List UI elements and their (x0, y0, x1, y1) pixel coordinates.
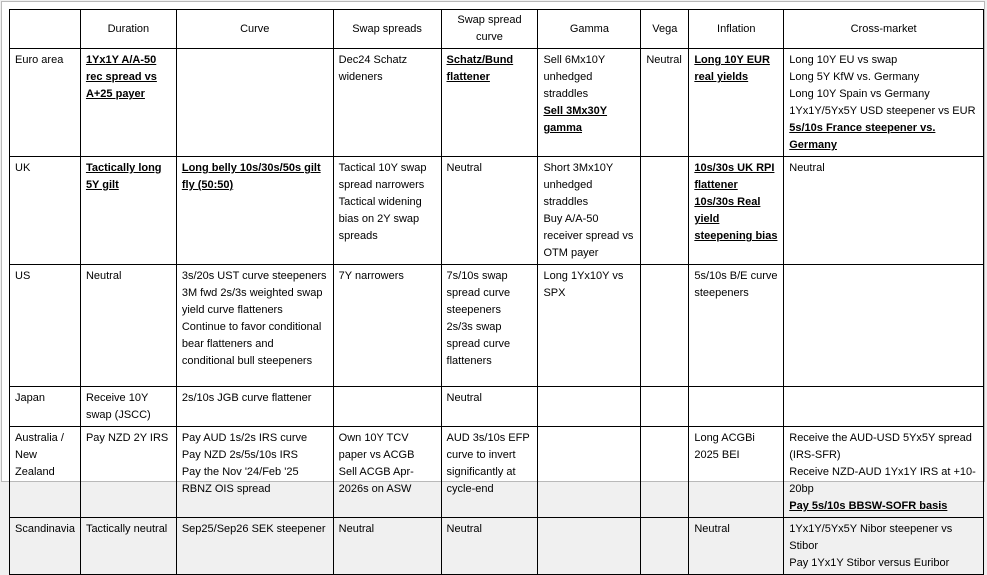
cell-gamma (538, 157, 641, 265)
trade-entry: Neutral (85, 270, 122, 282)
trade-entry: Dec24 Schatz wideners (338, 54, 408, 83)
trade-entry: Long 5Y KfW vs. Germany (789, 71, 920, 83)
cell-swap_spread_curve (441, 387, 538, 427)
cell-gamma (538, 265, 641, 387)
trade-entry: Long belly 10s/30s/50s gilt fly (50:50) (181, 162, 321, 191)
cell-cross_market (784, 427, 984, 518)
cell-gamma (538, 518, 641, 575)
cell-inflation (689, 518, 784, 575)
trade-entry: Sell 6Mx10Y unhedged straddles (543, 54, 606, 100)
trade-entry: Long 1Yx10Y vs SPX (543, 270, 624, 299)
trade-entry: 1Yx1Y/5Yx5Y Nibor steepener vs Stibor (789, 523, 953, 552)
trade-entry: 5s/10s B/E curve steepeners (694, 270, 778, 299)
column-header-swap_spread_curve: Swap spread curve (441, 10, 538, 49)
trade-entry: Pay AUD 1s/2s IRS curve (181, 432, 308, 444)
table-row (10, 49, 984, 157)
cell-vega (641, 49, 689, 157)
table-row (10, 427, 984, 518)
trade-entry: Sell 3Mx30Y gamma (543, 105, 608, 134)
trade-entry: Short 3Mx10Y unhedged straddles (543, 162, 613, 208)
trade-entry: Own 10Y TCV paper vs ACGB (338, 432, 415, 461)
cell-cross_market (784, 387, 984, 427)
cell-inflation (689, 387, 784, 427)
trade-entry: 2s/10s JGB curve flattener (181, 392, 312, 404)
cell-swap_spreads (333, 427, 441, 518)
trade-entry: Long ACGBi 2025 BEI (694, 432, 755, 461)
trade-entry: Long 10Y EU vs swap (789, 54, 898, 66)
trade-entry: Tactical 10Y swap spread narrowers (338, 162, 427, 191)
cell-swap_spread_curve (441, 518, 538, 575)
trade-entry: Schatz/Bund flattener (446, 54, 514, 83)
cell-gamma (538, 387, 641, 427)
trade-entry: Pay NZD 2Y IRS (85, 432, 169, 444)
column-header-cross_market: Cross-market (784, 10, 984, 49)
cell-vega (641, 265, 689, 387)
trade-entry: 10s/30s Real yield steepening bias (694, 196, 778, 242)
trade-entry: Sell ACGB Apr-2026s on ASW (338, 466, 414, 495)
cell-gamma (538, 49, 641, 157)
cell-vega (641, 518, 689, 575)
cell-swap_spread_curve (441, 49, 538, 157)
trade-entry: 7Y narrowers (338, 270, 404, 282)
trade-entry: 3s/20s UST curve steepeners (181, 270, 327, 282)
document-page (1, 1, 985, 569)
trade-entry: Neutral (446, 523, 482, 535)
trade-entry: Neutral (446, 162, 482, 174)
column-header-curve: Curve (176, 10, 333, 49)
cell-inflation (689, 49, 784, 157)
cell-inflation (689, 265, 784, 387)
cell-swap_spreads (333, 157, 441, 265)
table-row (10, 157, 984, 265)
trade-recommendations-table (9, 9, 984, 575)
region-label: UK (10, 157, 81, 265)
trade-entry: Long 10Y EUR real yields (694, 54, 770, 83)
table-row (10, 265, 984, 387)
trade-entry: 5s/10s France steepener vs. Germany (789, 122, 936, 151)
trade-entry: Receive 10Y swap (JSCC) (85, 392, 151, 421)
column-header-vega: Vega (641, 10, 689, 49)
cell-swap_spreads (333, 49, 441, 157)
cell-vega (641, 387, 689, 427)
region-label: US (10, 265, 81, 387)
table-body (10, 49, 984, 575)
region-label: Euro area (10, 49, 81, 157)
cell-duration (80, 387, 176, 427)
cell-duration (80, 427, 176, 518)
trade-entry: AUD 3s/10s EFP curve to invert significantly at cycle-end (446, 432, 530, 495)
trade-entry: Receive NZD-AUD 1Yx1Y IRS at +10-20bp (789, 466, 976, 495)
column-header-region (10, 10, 81, 49)
cell-cross_market (784, 49, 984, 157)
cell-cross_market (784, 157, 984, 265)
trade-entry: Neutral (646, 54, 682, 66)
cell-curve (176, 49, 333, 157)
trade-entry: Tactically neutral (85, 523, 168, 535)
trade-entry: Neutral (338, 523, 375, 535)
region-label: Japan (10, 387, 81, 427)
trade-entry: 3M fwd 2s/3s weighted swap yield curve flatteners (181, 287, 323, 316)
cell-vega (641, 427, 689, 518)
trade-entry: Neutral (446, 392, 482, 404)
trade-entry: Pay NZD 2s/5s/10s IRS (181, 449, 298, 461)
trade-entry: 10s/30s UK RPI flattener (694, 162, 775, 191)
trade-entry: Pay 1Yx1Y Stibor versus Euribor (789, 557, 950, 569)
cell-swap_spread_curve (441, 265, 538, 387)
trade-entry: Pay 5s/10s BBSW-SOFR basis (789, 500, 948, 512)
trade-entry: Receive the AUD-USD 5Yx5Y spread (IRS-SFR) (789, 432, 972, 461)
cell-inflation (689, 157, 784, 265)
column-header-duration: Duration (80, 10, 176, 49)
column-header-gamma: Gamma (538, 10, 641, 49)
cell-cross_market (784, 265, 984, 387)
trade-entry: Tactically long 5Y gilt (85, 162, 162, 191)
table-row (10, 518, 984, 575)
trade-entry: Long 10Y Spain vs Germany (789, 88, 930, 100)
trade-entry: Sep25/Sep26 SEK steepener (181, 523, 326, 535)
cell-duration (80, 265, 176, 387)
region-label: Scandinavia (10, 518, 81, 575)
cell-swap_spread_curve (441, 427, 538, 518)
trade-entry: Neutral (694, 523, 730, 535)
trade-entry: 2s/3s swap spread curve flatteners (446, 321, 511, 367)
cell-cross_market (784, 518, 984, 575)
cell-swap_spreads (333, 387, 441, 427)
trade-entry: Neutral (789, 162, 825, 174)
region-label: Australia / New Zealand (10, 427, 81, 518)
column-header-swap_spreads: Swap spreads (333, 10, 441, 49)
cell-swap_spread_curve (441, 157, 538, 265)
header-row (10, 10, 984, 49)
trade-entry: Tactical widening bias on 2Y swap spreads (338, 196, 422, 242)
cell-curve (176, 427, 333, 518)
cell-inflation (689, 427, 784, 518)
column-header-inflation: Inflation (689, 10, 784, 49)
trade-entry: 1Yx1Y/5Yx5Y USD steepener vs EUR (789, 105, 976, 117)
cell-duration (80, 518, 176, 575)
table-row (10, 387, 984, 427)
trade-entry: 1Yx1Y A/A-50 rec spread vs A+25 payer (85, 54, 157, 100)
cell-swap_spreads (333, 518, 441, 575)
trade-entry: Continue to favor conditional bear flatteners and conditional bull steepeners (181, 321, 322, 367)
trade-entry: 7s/10s swap spread curve steepeners (446, 270, 511, 316)
cell-curve (176, 157, 333, 265)
cell-gamma (538, 427, 641, 518)
cell-duration (80, 157, 176, 265)
cell-curve (176, 387, 333, 427)
cell-vega (641, 157, 689, 265)
cell-duration (80, 49, 176, 157)
trade-entry: Buy A/A-50 receiver spread vs OTM payer (543, 213, 634, 259)
trade-entry: Pay the Nov '24/Feb '25 RBNZ OIS spread (181, 466, 299, 495)
cell-swap_spreads (333, 265, 441, 387)
cell-curve (176, 265, 333, 387)
cell-curve (176, 518, 333, 575)
